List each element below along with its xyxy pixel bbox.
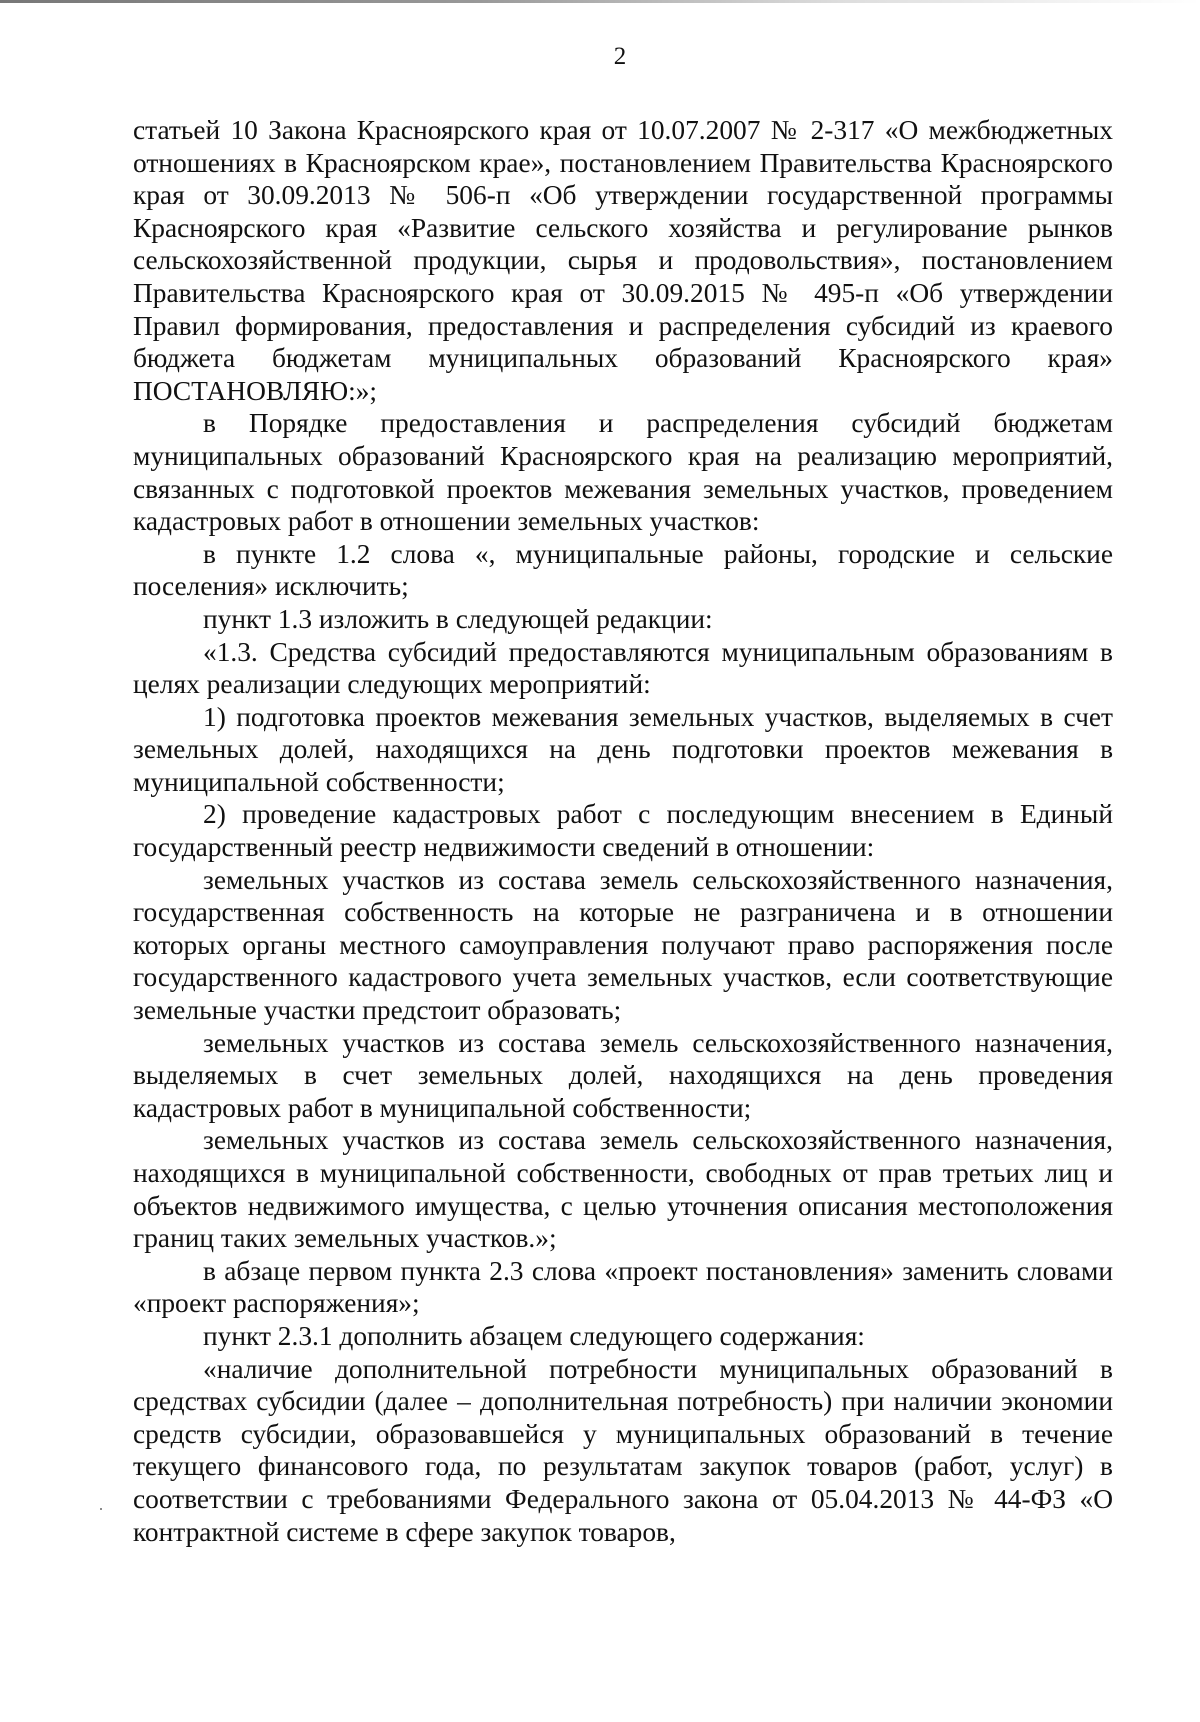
paragraph-procedure-intro: в Порядке предоставления и распределения субсидий бюджетам муниципальных образований Красноярского края на реализацию мероприятий, связанных с подготовкой проектов межевания земельных участков, проведением кадастровых работ в отношении земельных участков: xyxy=(133,408,1113,537)
paragraph-land-plots-municipal: земельных участков из состава земель сельскохозяйственного назначения, находящихся в муниципальной собственности, свободных от прав третьих лиц и объектов недвижимого имущества, с целью уточнения описания местоположения границ таких земельных участков.»; xyxy=(133,1125,1113,1254)
scan-speck xyxy=(100,1508,102,1510)
paragraph-clause-2-3-1-intro: пункт 2.3.1 дополнить абзацем следующего содержания: xyxy=(203,1320,865,1351)
paragraph-clause-1-3-intro: пункт 1.3 изложить в следующей редакции: xyxy=(203,603,713,634)
paragraph-land-plots-unallocated: земельных участков из состава земель сельскохозяйственного назначения, государственная собственность на которые не разграничена и в отношении которых органы местного самоуправления получают право распоряжения после государственного кадастрового учета земельных участков, если соответствующие земельные участки предстоит образовать; xyxy=(133,864,1113,1026)
paragraph-item-2: 2) проведение кадастровых работ с последующим внесением в Единый государственный реестр недвижимости сведений в отношении: xyxy=(133,799,1113,863)
paragraph-land-plots-shares: земельных участков из состава земель сельскохозяйственного назначения, выделяемых в счет земельных долей, находящихся на день проведения кадастровых работ в муниципальной собственности; xyxy=(133,1027,1113,1123)
paragraph-item-1: 1) подготовка проектов межевания земельных участков, выделяемых в счет земельных долей, находящихся на день подготовки проектов межевания в муниципальной собственности; xyxy=(133,701,1113,797)
paragraph-clause-1-3-text: «1.3. Средства субсидий предоставляются муниципальным образованиям в целях реализации следующих мероприятий: xyxy=(133,636,1113,700)
paragraph-legal-basis: статьей 10 Закона Красноярского края от 10.07.2007 № 2-317 «О межбюджетных отношениях в Красноярском крае», постановлением Правительства Красноярского края от 30.09.2013 № 506-п «Об утверждении государственной программы Красноярского края «Развитие сельского хозяйства и регулирование рынков сельскохозяйственной продукции, сырья и продовольствия», постановлением Правительства Красноярского края от 30.09.2015 № 495-п «Об утверждении Правил формирования, предоставления и распределения субсидий из краевого бюджета бюджетам муниципальных образований Красноярского края» ПОСТАНОВЛЯЮ:»; xyxy=(133,115,1113,406)
paragraph-clause-2-3: в абзаце первом пункта 2.3 слова «проект постановления» заменить словами «проект распоряжения»; xyxy=(133,1255,1113,1319)
document-body xyxy=(133,114,1113,1548)
scan-edge xyxy=(0,0,1200,3)
page-number: 2 xyxy=(613,43,627,70)
paragraph-clause-1-2: в пункте 1.2 слова «, муниципальные районы, городские и сельские поселения» исключить; xyxy=(133,538,1113,602)
paragraph-additional-need: «наличие дополнительной потребности муниципальных образований в средствах субсидии (далее – дополнительная потребность) при наличии экономии средств субсидии, образовавшейся у муниципальных образований в течение текущего финансового года, по результатам закупок товаров (работ, услуг) в соответствии с требованиями Федерального закона от 05.04.2013 № 44-ФЗ «О контрактной системе в сфере закупок товаров, xyxy=(133,1353,1113,1547)
